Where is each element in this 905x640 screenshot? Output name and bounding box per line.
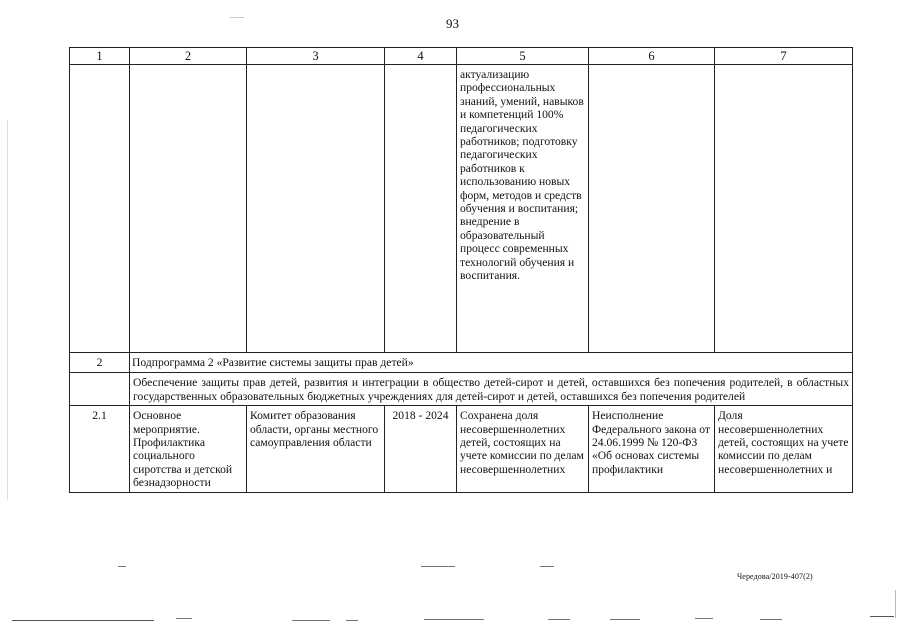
scan-artifact [292,620,330,621]
scan-artifact [230,17,244,18]
column-header: 3 [247,48,385,65]
table-cell [70,65,130,353]
footer-code: Чередова/2019-407(2) [737,572,813,581]
table-cell: Комитет образования области, органы местного самоуправления области [247,406,385,492]
table-cell [247,65,385,353]
scan-artifact [118,566,126,567]
scan-artifact [12,620,154,621]
continuation-row [70,65,853,353]
table-cell [130,65,247,353]
page-number: 93 [446,16,459,31]
table-row [70,406,853,492]
row-number: 2 [70,353,130,373]
scan-artifact [870,616,894,617]
row-number: 2.1 [70,406,130,492]
goal-text: Обеспечение защиты прав детей, развития и интеграции в общество детей-сирот и детей, оставшихся без попечения родителей, в областных государственных образовательных бюджетных учреждениях для детей-сирот и детей, оставшихся без попечения родителей [130,373,853,406]
scan-artifact [760,619,782,620]
scan-artifact [610,619,640,620]
table-cell [385,65,457,353]
scan-artifact [540,566,554,567]
table-cell: 2018 - 2024 [385,406,457,492]
subprogram-title: Подпрограмма 2 «Развитие системы защиты прав детей» [130,353,853,373]
column-header: 6 [589,48,715,65]
subprogram-row [70,353,853,373]
table-cell: Сохранена доля несовершеннолетних детей, состоящих на учете комиссии по делам несовершеннолетних [457,406,589,492]
scan-artifact [424,619,484,620]
table-cell: Основное мероприятие. Профилактика социального сиротства и детской безнадзорности [130,406,247,492]
column-header: 4 [385,48,457,65]
scan-artifact [7,120,8,500]
scan-artifact [421,566,455,567]
program-table [69,47,853,493]
table-cell [589,65,715,353]
table-cell [715,65,853,353]
table-cell: Доля несовершеннолетних детей, состоящих на учете комиссии по делам несовершеннолетних и [715,406,853,492]
scan-artifact [895,590,896,618]
table-cell: актуализацию профессиональных знаний, умений, навыков и компетенций 100% педагогических работников; подготовку педагогических работников к использованию новых форм, методов и средств обучения и воспитания; внедрение в образовательный процесс современных технологий обучения и воспитания. [457,65,589,353]
table-header-row [70,48,853,65]
goal-row [70,373,853,406]
column-header: 7 [715,48,853,65]
column-header: 5 [457,48,589,65]
table-cell [70,373,130,406]
column-header: 2 [130,48,247,65]
column-header: 1 [70,48,130,65]
table-cell: Неисполнение Федерального закона от 24.06.1999 № 120-ФЗ «Об основах системы профилактики [589,406,715,492]
scan-artifact [176,618,192,619]
scan-artifact [346,620,358,621]
scan-artifact [548,619,570,620]
scan-artifact [695,618,713,619]
